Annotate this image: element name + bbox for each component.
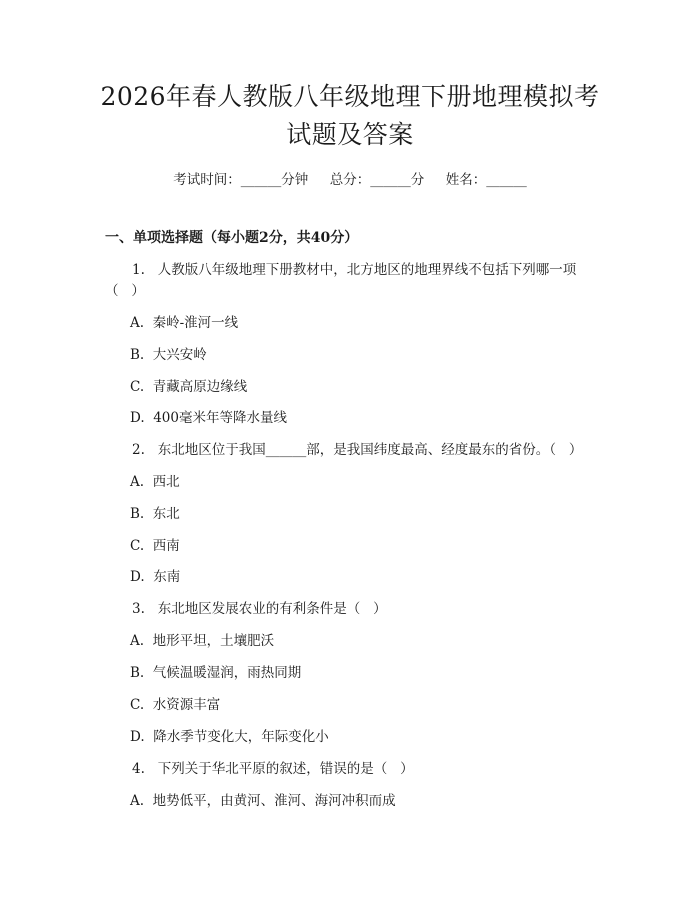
question-2-option-b: B. 东北 <box>130 506 180 522</box>
question-3-option-b: B. 气候温暖湿润，雨热同期 <box>130 665 302 681</box>
question-2-option-d: D. 东南 <box>130 569 181 585</box>
question-1-option-c: C. 青藏高原边缘线 <box>130 379 248 395</box>
section-heading: 一、单项选择题（每小题2分，共40分） <box>105 230 359 246</box>
question-2-option-a: A. 西北 <box>130 474 180 490</box>
question-4-stem: 4. 下列关于华北平原的叙述，错误的是（ ） <box>132 761 414 777</box>
question-2-option-c: C. 西南 <box>130 538 180 554</box>
question-2-stem: 2. 东北地区位于我国______部，是我国纬度最高、经度最东的省份。（ ） <box>132 442 583 458</box>
question-3-option-a: A. 地形平坦，土壤肥沃 <box>130 633 275 649</box>
exam-info-line: 考试时间：______分钟 总分：______分 姓名：______ <box>173 172 527 188</box>
question-1-option-b: B. 大兴安岭 <box>130 347 207 363</box>
question-3-stem: 3. 东北地区发展农业的有利条件是（ ） <box>132 601 387 617</box>
question-4-option-a: A. 地势低平，由黄河、淮河、海河冲积而成 <box>130 793 396 809</box>
question-3-option-d: D. 降水季节变化大，年际变化小 <box>130 729 329 745</box>
question-1-option-a: A. 秦岭-淮河一线 <box>130 315 239 331</box>
page-title-line-2: 试题及答案 <box>286 120 414 149</box>
question-1-option-d: D. 400毫米年等降水量线 <box>130 410 287 426</box>
question-1-answer-blank: （ ） <box>105 283 145 299</box>
page-title-line-1: 2026年春人教版八年级地理下册地理模拟考 <box>100 82 600 111</box>
question-1-stem: 1. 人教版八年级地理下册教材中，北方地区的地理界线不包括下列哪一项 <box>132 262 577 278</box>
question-3-option-c: C. 水资源丰富 <box>130 697 221 713</box>
